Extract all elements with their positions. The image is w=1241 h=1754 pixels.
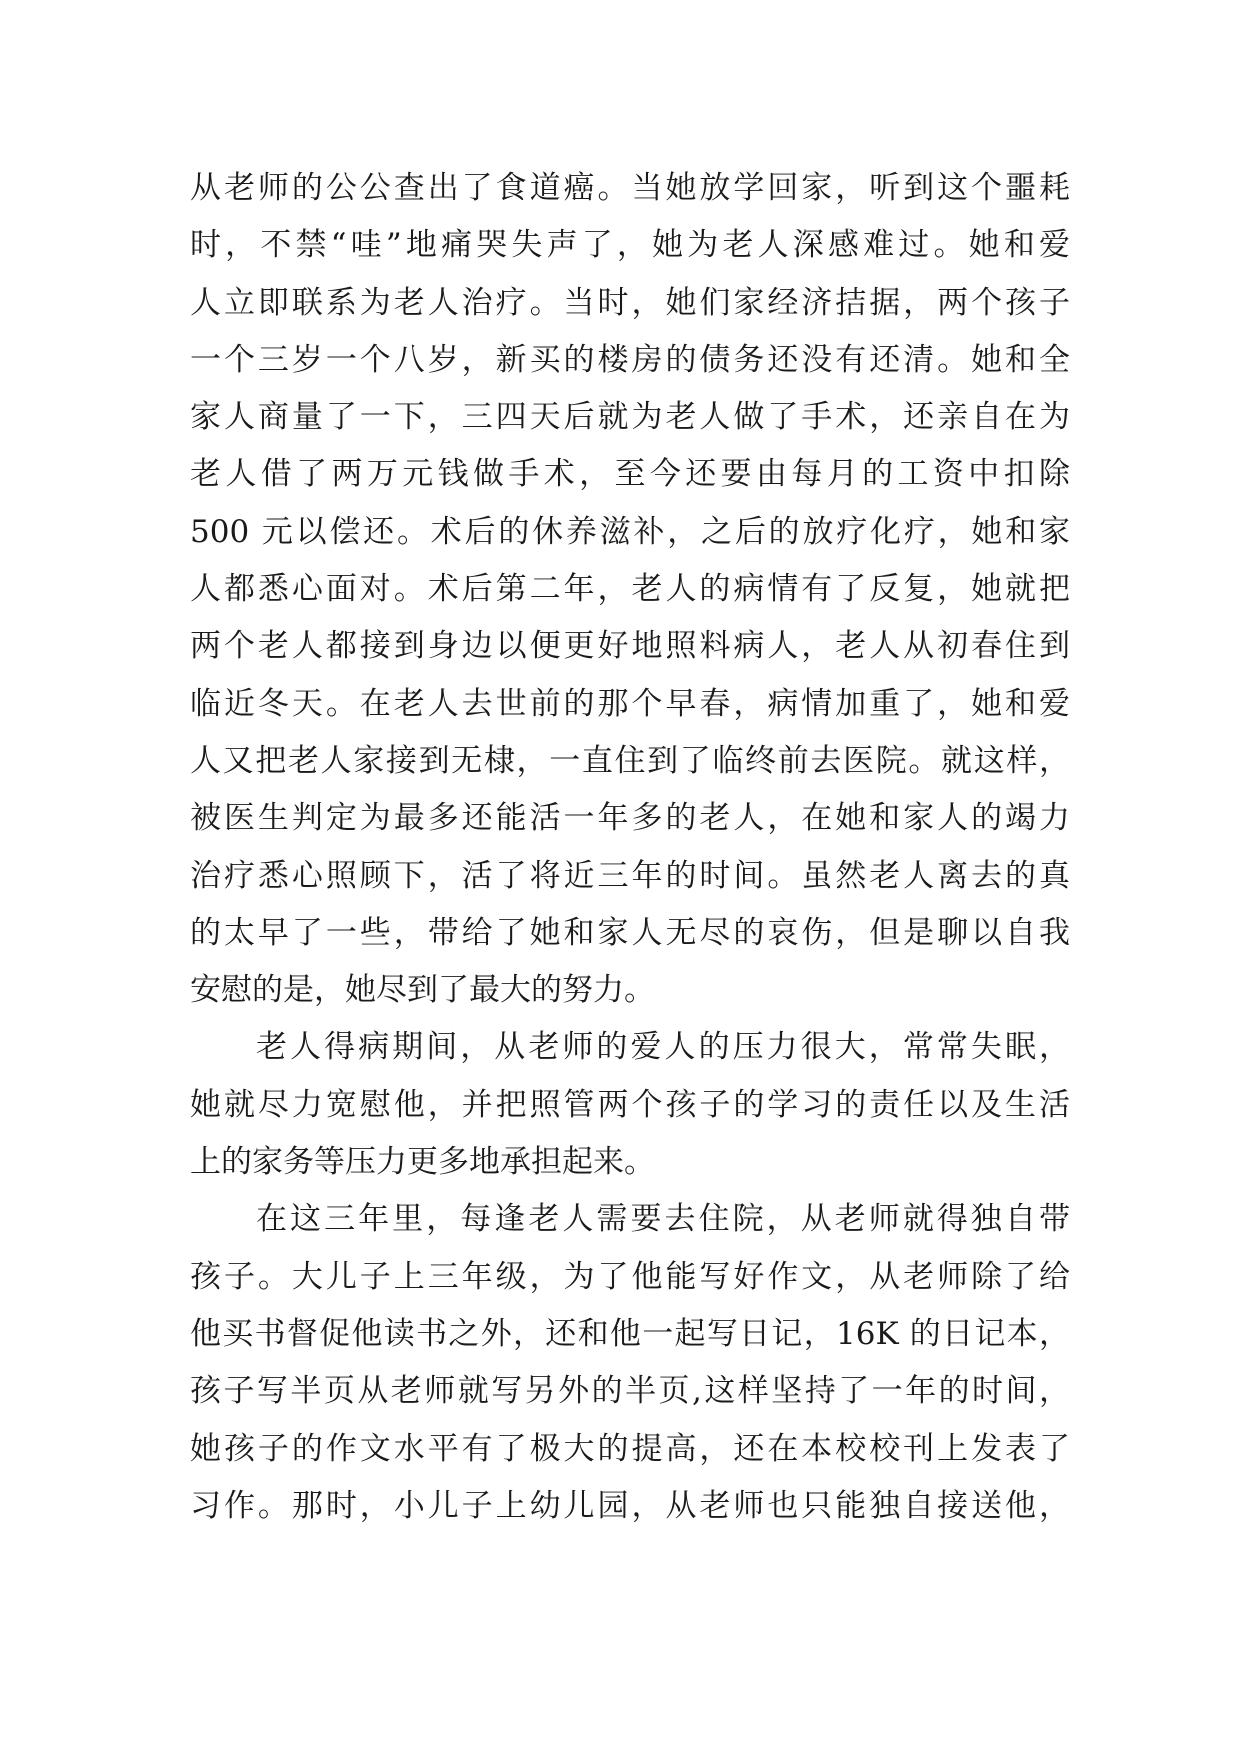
text-line: 从老师的公公查出了食道癌。当她放学回家，听到这个噩耗 [190,170,1070,206]
text-line: 安慰的是，她尽到了最大的努力。 [190,972,655,1009]
text-line: 治疗悉心照顾下，活了将近三年的时间。虽然老人离去的真 [190,857,1070,894]
text-line: 孩子。大儿子上三年级，为了他能写好作文，从老师除了给 [190,1258,1070,1295]
text-line: 人都悉心面对。术后第二年，老人的病情有了反复，她就把 [190,571,1070,608]
text-line: 人立即联系为老人治疗。当时，她们家经济拮据，两个孩子 [190,284,1070,321]
text-line: 上的家务等压力更多地承担起来。 [190,1144,655,1181]
text-line: 家人商量了一下，三四天后就为老人做了手术，还亲自在为 [190,399,1070,436]
paragraph-1 [190,160,1070,1019]
text-line: 人又把老人家接到无棣，一直住到了临终前去医院。就这样， [190,742,1070,779]
paragraph-2 [190,1019,1070,1191]
body-text [190,160,1070,1535]
text-line: 临近冬天。在老人去世前的那个早春，病情加重了，她和爱 [190,685,1070,722]
text-line: 他买书督促他读书之外，还和他一起写日记，16K 的日记本， [190,1315,1070,1352]
text-line: 的太早了一些，带给了她和家人无尽的哀伤，但是聊以自我 [190,914,1070,951]
text-line: 在这三年里，每逢老人需要去住院，从老师就得独自带 [256,1201,1070,1238]
text-line: 被医生判定为最多还能活一年多的老人，在她和家人的竭力 [190,800,1070,837]
text-line: 老人得病期间，从老师的爱人的压力很大，常常失眠， [256,1029,1070,1066]
text-line: 习作。那时，小儿子上幼儿园，从老师也只能独自接送他， [190,1487,1070,1524]
text-line: 两个老人都接到身边以便更好地照料病人，老人从初春住到 [190,628,1070,665]
text-line: 一个三岁一个八岁，新买的楼房的债务还没有还清。她和全 [190,341,1070,378]
text-line: 老人借了两万元钱做手术，至今还要由每月的工资中扣除 [190,456,1070,493]
text-line: 她孩子的作文水平有了极大的提高，还在本校校刊上发表了 [190,1430,1070,1467]
text-line: 时，不禁“哇”地痛哭失声了，她为老人深感难过。她和爱 [190,227,1070,264]
text-line: 500 元以偿还。术后的休养滋补，之后的放疗化疗，她和家 [190,513,1070,550]
paragraph-3 [190,1191,1070,1535]
text-line: 孩子写半页从老师就写另外的半页,这样坚持了一年的时间， [190,1373,1070,1410]
text-line: 她就尽力宽慰他，并把照管两个孩子的学习的责任以及生活 [190,1086,1070,1123]
